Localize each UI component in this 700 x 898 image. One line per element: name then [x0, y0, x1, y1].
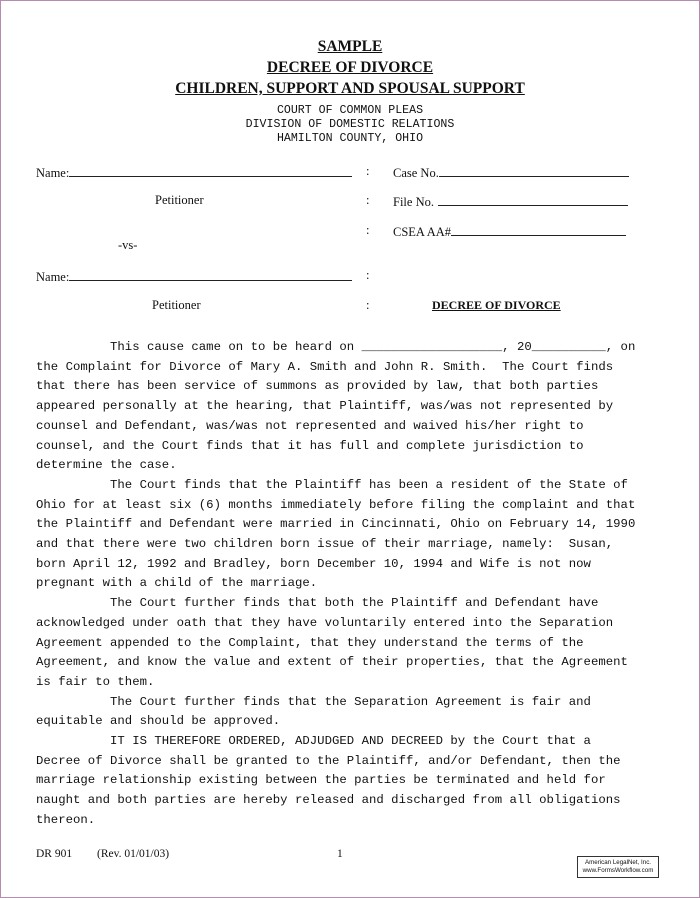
- form-id: DR 901: [36, 848, 73, 860]
- petitioner-name-field[interactable]: [69, 164, 352, 177]
- case-no-row: [393, 164, 629, 181]
- body-line: IT IS THEREFORE ORDERED, ADJUDGED AND DECREED by the Court that a: [36, 734, 591, 748]
- body-line: pregnant with a child of the marriage.: [36, 576, 318, 591]
- body-line: marriage relationship existing between the parties be terminated and held for: [36, 773, 606, 788]
- page-number: 1: [337, 848, 343, 860]
- file-no-field[interactable]: [438, 193, 628, 206]
- file-no-label: File No.: [393, 195, 434, 209]
- colon-5: :: [366, 298, 370, 312]
- case-no-field[interactable]: [439, 164, 629, 177]
- petitioner-label-1: Petitioner: [155, 193, 204, 207]
- colon-4: :: [366, 268, 370, 282]
- body-line: Ohio for at least six (6) months immediately before filing the complaint and that: [36, 497, 636, 512]
- body-line: Agreement appended to the Complaint, that they understand the terms of the: [36, 635, 584, 650]
- name-label: Name:: [36, 166, 70, 180]
- body-line: counsel, and the Court finds that it has full and complete jurisdiction to: [36, 438, 584, 453]
- petitioner-label-2: Petitioner: [152, 298, 201, 312]
- body-line: The Court further finds that both the Plaintiff and Defendant have: [36, 596, 599, 611]
- body-line: Decree of Divorce shall be granted to the Plaintiff, and/or Defendant, then the: [36, 753, 621, 768]
- decree-heading: DECREE OF DIVORCE: [432, 298, 561, 312]
- petitioner-name-row: [36, 164, 352, 181]
- body-line: counsel and Defendant, was/was not represented and waived his/her right to: [36, 418, 584, 433]
- body-line: that there has been service of summons as provided by law, that both parties: [36, 379, 599, 394]
- name-label-2: Name:: [36, 270, 70, 284]
- publisher-stamp: [577, 856, 659, 878]
- court-county: HAMILTON COUNTY, OHIO: [276, 132, 424, 145]
- colon-2: :: [366, 193, 370, 207]
- body-line: appeared personally at the hearing, that Plaintiff, was/was not represented by: [36, 399, 614, 414]
- colon-1: :: [366, 164, 370, 178]
- body-line: The Court further finds that the Separation Agreement is fair and: [36, 694, 591, 709]
- respondent-name-field[interactable]: [69, 268, 352, 281]
- publisher-name: American LegalNet, Inc.: [584, 859, 652, 866]
- csea-field[interactable]: [451, 223, 626, 236]
- body-line: equitable and should be approved.: [36, 714, 281, 729]
- body-line: acknowledged under oath that they have voluntarily entered into the Separation: [36, 615, 614, 630]
- body-line: determine the case.: [36, 458, 177, 473]
- file-no-row: [393, 193, 628, 210]
- body-line: The Court finds that the Plaintiff has been a resident of the State of: [36, 477, 628, 492]
- colon-3: :: [366, 223, 370, 237]
- body-line: thereon.: [36, 812, 96, 827]
- csea-row: [393, 223, 626, 240]
- form-revision: (Rev. 01/01/03): [97, 848, 170, 860]
- body-line: the Plaintiff and Defendant were married in Cincinnati, Ohio on February 14, 1990: [36, 517, 636, 532]
- body-line: born April 12, 1992 and Bradley, born December 10, 1994 and Wife is not now: [36, 556, 591, 571]
- versus-label: -vs-: [118, 238, 138, 252]
- document-title-sample: SAMPLE: [317, 38, 383, 55]
- document-title-support: CHILDREN, SUPPORT AND SPOUSAL SUPPORT: [175, 80, 525, 97]
- court-name: COURT OF COMMON PLEAS: [276, 104, 424, 117]
- document-title-decree: DECREE OF DIVORCE: [266, 59, 434, 76]
- body-line: This cause came on to be heard on ___________________, 20__________, on: [36, 340, 636, 354]
- body-line: Agreement, and know the value and extent of their properties, that the Agreement: [36, 655, 628, 670]
- court-division: DIVISION OF DOMESTIC RELATIONS: [245, 118, 455, 131]
- body-line: the Complaint for Divorce of Mary A. Smith and John R. Smith. The Court finds: [36, 359, 614, 374]
- body-line: is fair to them.: [36, 674, 155, 689]
- csea-label: CSEA AA#: [393, 225, 452, 239]
- body-line: and that there were two children born issue of their marriage, namely: Susan,: [36, 537, 614, 551]
- body-line: naught and both parties are hereby released and discharged from all obligations: [36, 793, 621, 808]
- respondent-name-row: [36, 268, 352, 285]
- publisher-url: www.FormsWorkflow.com: [582, 867, 654, 874]
- case-no-label: Case No.: [393, 166, 439, 180]
